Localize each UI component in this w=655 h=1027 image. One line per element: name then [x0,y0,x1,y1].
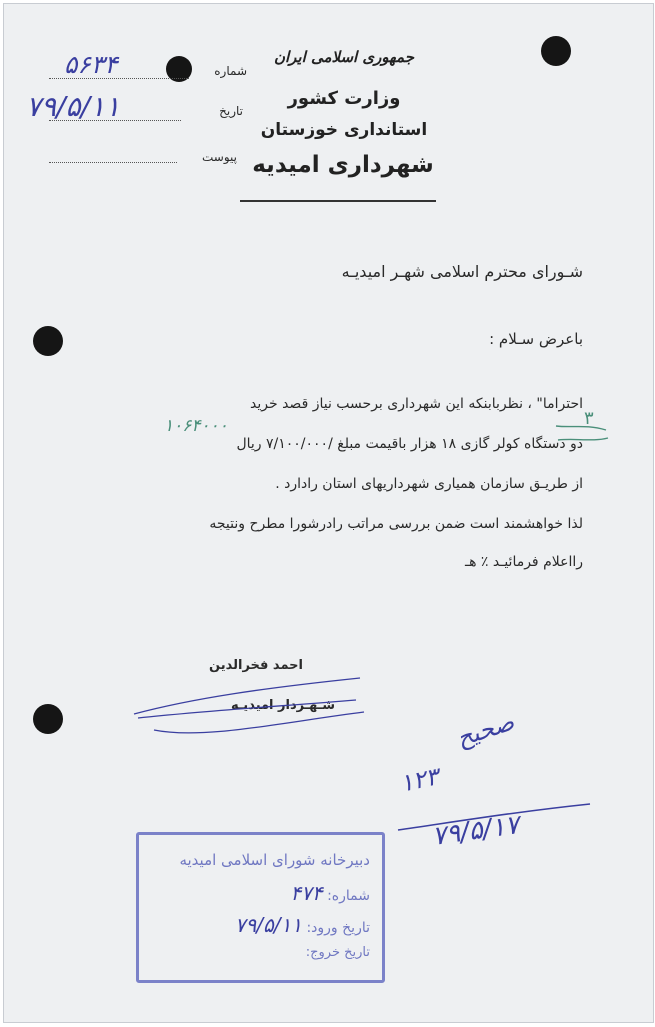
registry-stamp [136,832,385,983]
attachment-rule [49,162,177,163]
letter-page [3,3,654,1023]
handwritten-margin-mark: ۳ [584,408,594,429]
body-line-2: دو دستگاه کولر گازی ۱۸ هزار باقیمت مبلغ /۷/۱۰۰/۰۰۰ ریال [236,436,583,452]
greeting: باعرض سـلام : [489,330,583,348]
signature-scribble [124,670,374,740]
body-line-5: رااعلام فرمائیـد ٪ هـ [464,554,583,570]
annotation-number: ۱۲۳ [397,762,442,798]
handwritten-amount: ۱۰۶۴۰۰۰ [164,416,228,436]
stamp-date-value: ۷۹/۵/۱۱ [234,913,302,937]
stamp-title: دبیرخانه شورای اسلامی امیدیه [179,851,370,869]
binder-hole-bottom [33,704,63,734]
letterhead-ministry: وزارت کشور [287,88,401,109]
stamp-out-label: تاریخ خروج: [305,945,370,960]
attachment-label: پیوست [202,150,237,164]
number-label: شماره [214,64,247,78]
date-value: ۷۹/۵/۱۱ [26,90,121,123]
body-line-3: از طریـق سازمان همیاری شهرداریهای استان رادارد . [275,476,583,492]
binder-hole-top-right [541,36,571,66]
stamp-number-label: شماره: [327,888,370,904]
letterhead-governorate: استانداری خوزستان [260,120,428,140]
letterhead-underline [240,200,436,202]
signatory-name: احمد فخرالدین [209,658,303,673]
letterhead-municipality: شهرداری امیدیه [252,152,434,178]
body-line-1: احتراما" ، نظربابنکه این شهرداری برحسب نیاز قصد خرید [250,396,583,412]
annotation-word: صحیح [453,707,518,753]
annotation-date: ۷۹/۵/۱۷ [430,810,522,852]
stamp-number-value: ۴۷۴ [290,881,323,905]
number-value: ۵۶۳۴ [64,50,118,79]
signatory-title: شـهـردار امیدیـه [230,698,335,713]
margin-mark-stroke [552,422,612,444]
stamp-date-label: تاریخ ورود: [306,920,370,936]
body-line-4: لذا خواهشمند است ضمن بررسی مراتب رادرشورا مطرح ونتیجه [209,516,583,532]
letterhead-republic: جمهوری اسلامی ایران [273,48,414,66]
binder-hole-middle [33,326,63,356]
addressee: شـورای محترم اسلامی شهـر امیدیـه [341,262,583,281]
date-label: تاریخ [219,104,243,118]
